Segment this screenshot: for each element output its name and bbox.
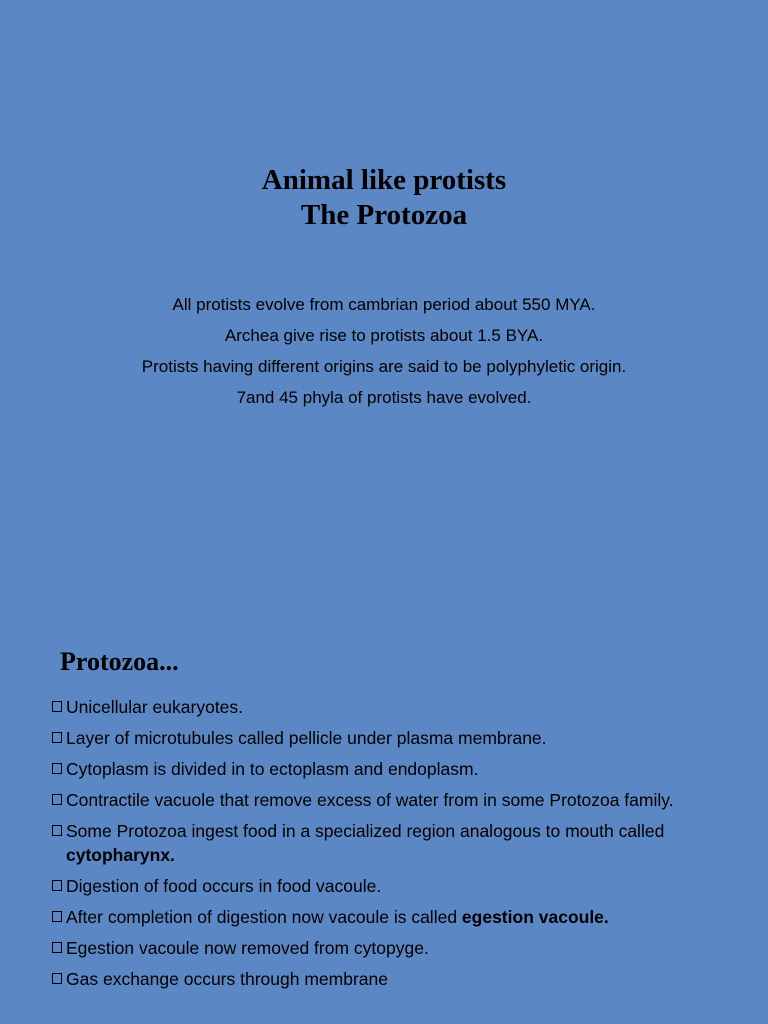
checkbox-bullet-icon: [52, 794, 62, 805]
slide-title: [0, 163, 768, 233]
checkbox-bullet-icon: [52, 911, 62, 922]
list-item: [52, 905, 742, 929]
list-item-text: Gas exchange occurs through membrane: [66, 969, 388, 989]
checkbox-bullet-icon: [52, 701, 62, 712]
intro-line: Archea give rise to protists about 1.5 BYA.: [224, 326, 544, 345]
intro-text: [0, 289, 768, 413]
checkbox-bullet-icon: [52, 942, 62, 953]
list-item: [52, 726, 742, 750]
list-item-text: Contractile vacuole that remove excess of water from in some Protozoa family.: [66, 790, 674, 810]
list-item-text: Cytoplasm is divided in to ectoplasm and endoplasm.: [66, 759, 479, 779]
intro-line: 7and 45 phyla of protists have evolved.: [236, 388, 532, 407]
intro-line: All protists evolve from cambrian period about 550 MYA.: [172, 295, 596, 314]
intro-line: Protists having different origins are said to be polyphyletic origin.: [141, 357, 627, 376]
list-item-bold-term: egestion vacoule.: [461, 907, 609, 927]
list-item: [52, 936, 742, 960]
title-line-1: Animal like protists: [261, 164, 507, 196]
list-item-text: Digestion of food occurs in food vacoule.: [66, 876, 382, 896]
list-item: [52, 788, 742, 812]
list-item-text: Layer of microtubules called pellicle under plasma membrane.: [66, 728, 547, 748]
list-item-text: Some Protozoa ingest food in a specialized region analogous to mouth called: [66, 821, 665, 841]
list-item-text: After completion of digestion now vacoule is called: [66, 907, 462, 927]
checkbox-bullet-icon: [52, 763, 62, 774]
list-item-text: Unicellular eukaryotes.: [66, 697, 244, 717]
list-item: [52, 757, 742, 781]
checkbox-bullet-icon: [52, 825, 62, 836]
checkbox-bullet-icon: [52, 880, 62, 891]
checkbox-bullet-icon: [52, 732, 62, 743]
checkbox-bullet-icon: [52, 973, 62, 984]
title-line-2: The Protozoa: [300, 199, 468, 231]
section-heading: Protozoa...: [60, 647, 179, 676]
list-item: [52, 967, 742, 991]
list-item-bold-term: cytopharynx.: [66, 845, 175, 865]
list-item: [52, 695, 742, 719]
list-item: [52, 819, 742, 867]
list-item-text: Egestion vacoule now removed from cytopyge.: [66, 938, 429, 958]
bullet-list: [52, 695, 742, 998]
list-item: [52, 874, 742, 898]
